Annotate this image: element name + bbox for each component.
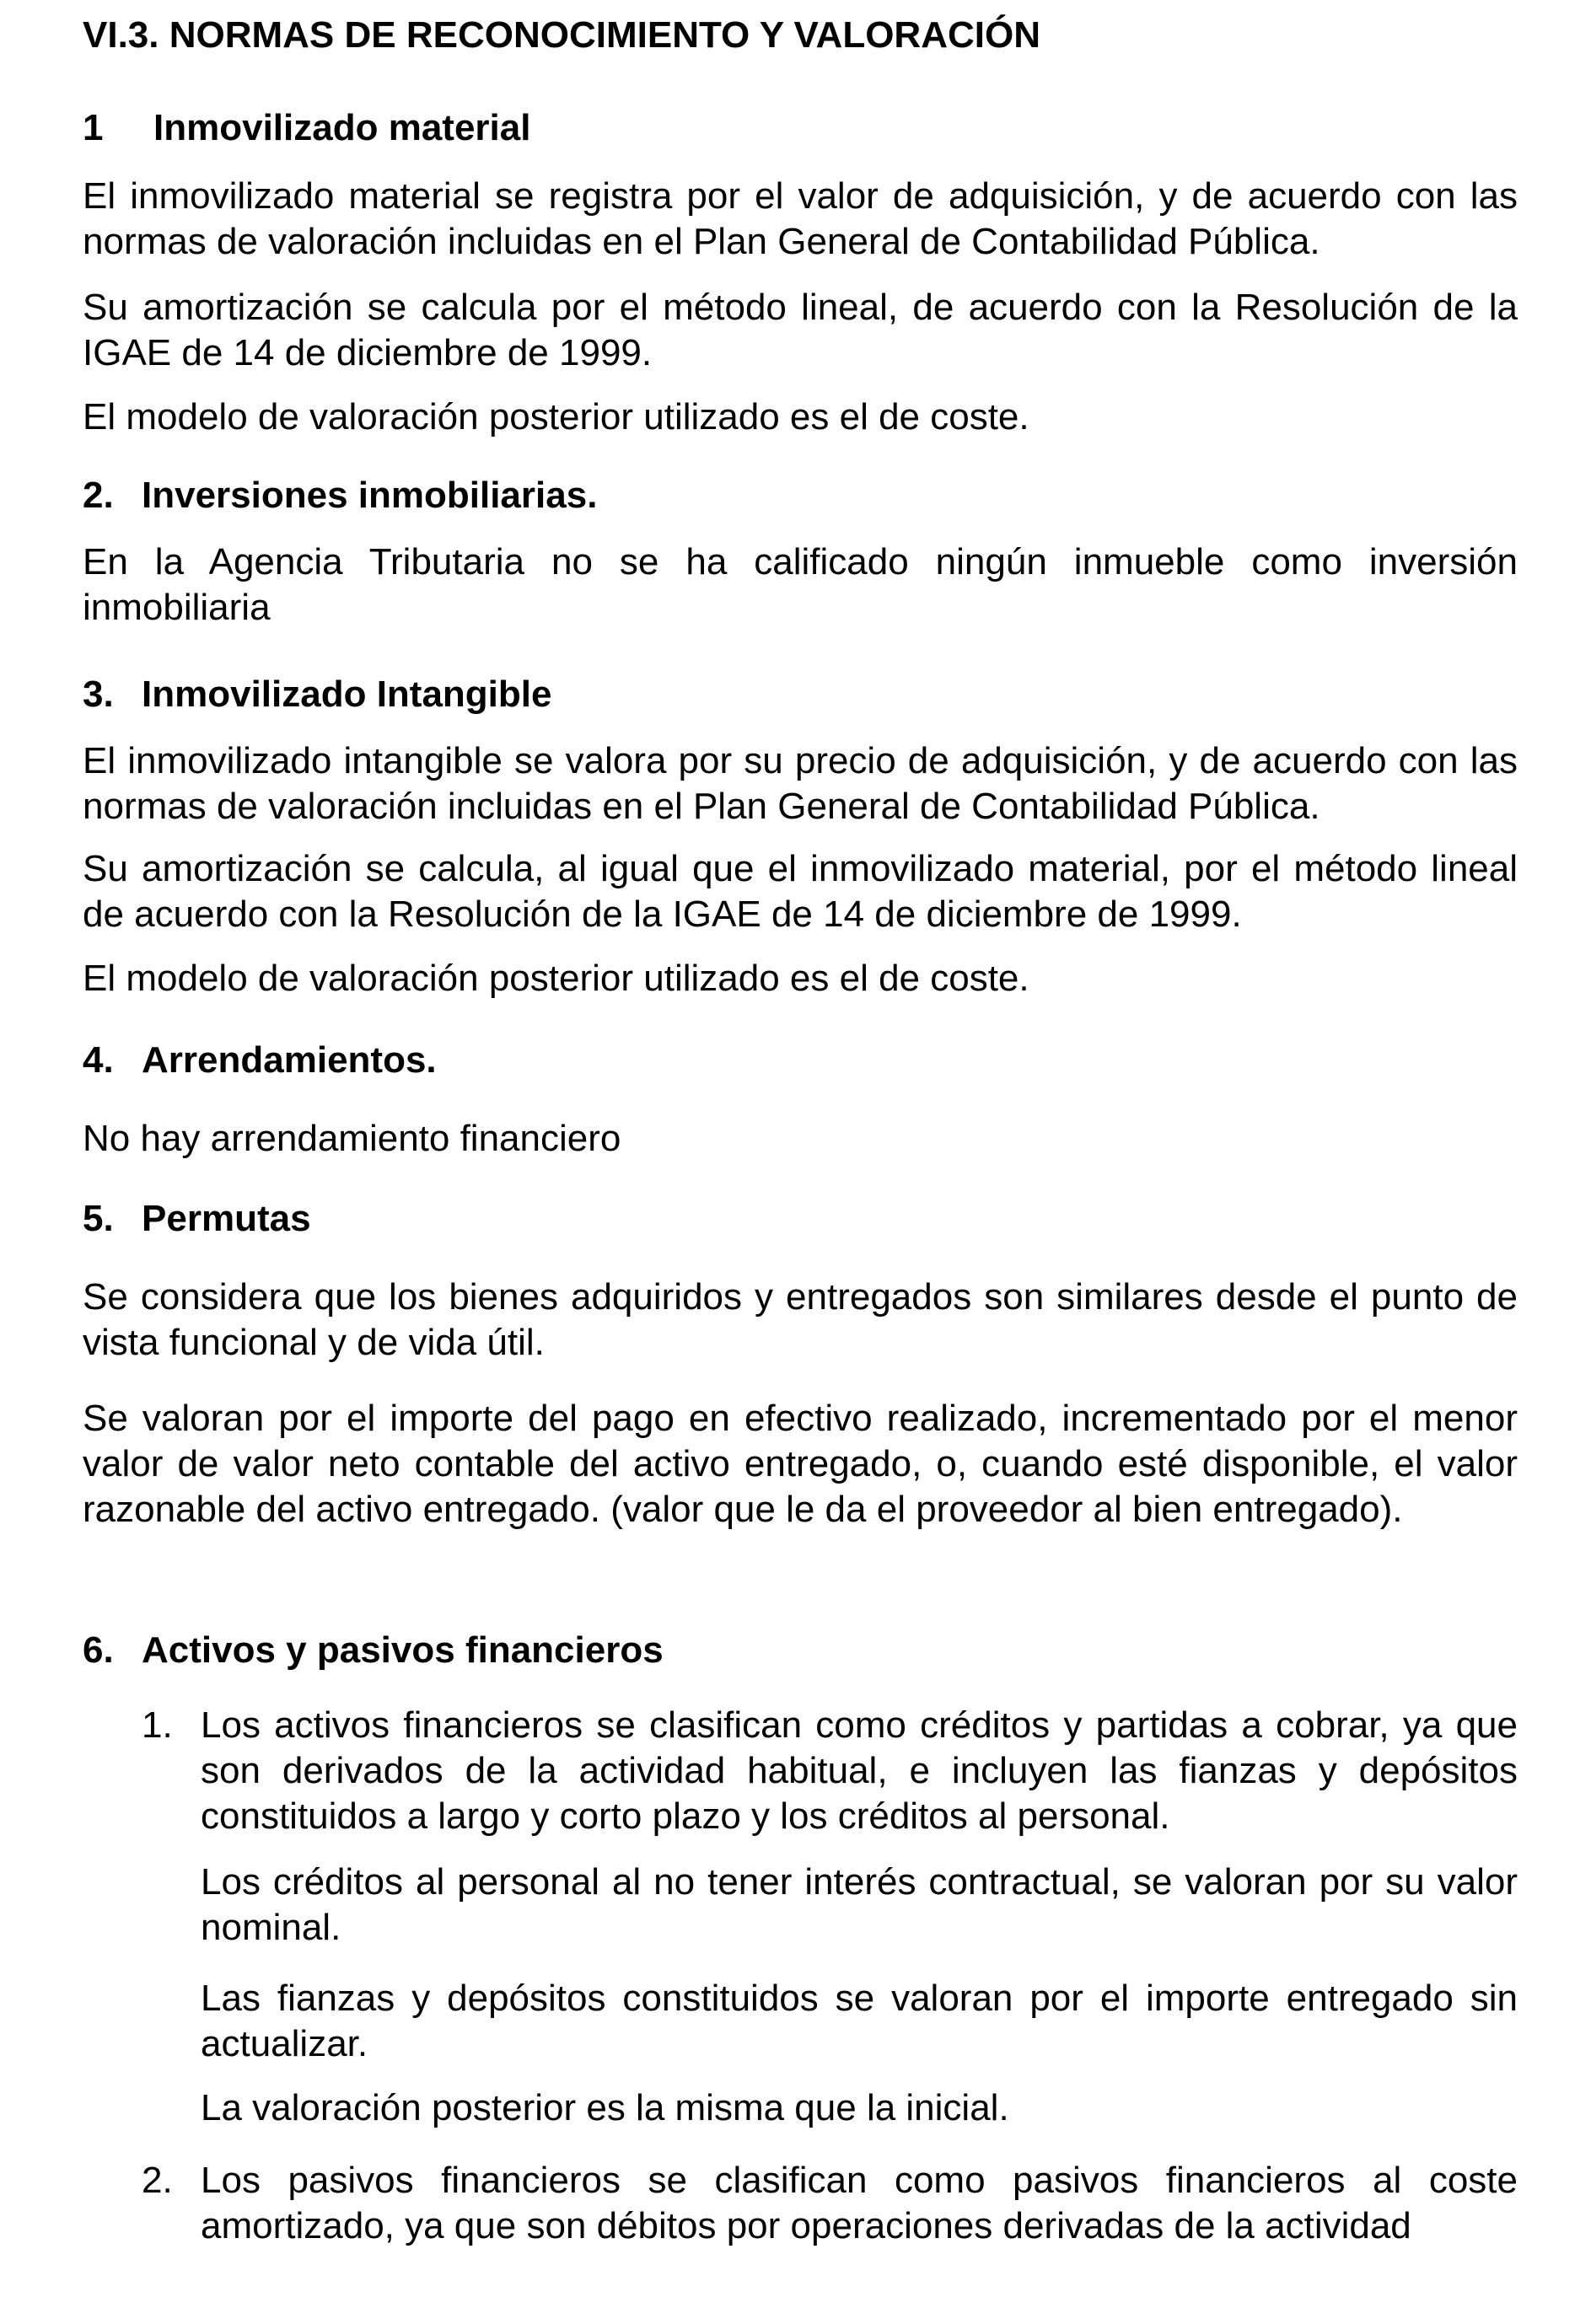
heading-number: 5. xyxy=(83,1198,114,1239)
list-item-text: Los activos financieros se clasifican como créditos y partidas a cobrar, ya que son derivados de la actividad habitual, e incluyen las fianzas y depósitos constituidos a largo y corto plazo y los créditos al personal. xyxy=(201,1704,1518,1837)
paragraph: En la Agencia Tributaria no se ha calificado ningún inmueble como inversión inmobiliaria xyxy=(83,541,1518,628)
heading-number: 3. xyxy=(83,674,114,715)
heading-text: Inmovilizado Intangible xyxy=(142,674,552,715)
paragraph: Las fianzas y depósitos constituidos se valoran por el importe entregado sin actualizar. xyxy=(201,1978,1518,2064)
paragraph: Su amortización se calcula por el método lineal, de acuerdo con la Resolución de la IGAE de 14 de diciembre de 1999. xyxy=(83,287,1518,373)
heading-number: 1 xyxy=(83,107,104,148)
heading-number: 2. xyxy=(83,475,114,516)
heading-text: Arrendamientos. xyxy=(142,1039,437,1081)
list-item xyxy=(142,1703,1518,1839)
list-item-text: Los pasivos financieros se clasifican como pasivos financieros al coste amortizado, ya que son débitos por operaciones derivadas de la actividad xyxy=(201,2160,1518,2246)
paragraph: Se considera que los bienes adquiridos y entregados son similares desde el punto de vista funcional y de vida útil. xyxy=(83,1276,1518,1363)
paragraph: El inmovilizado intangible se valora por su precio de adquisición, y de acuerdo con las normas de valoración incluidas en el Plan General de Contabilidad Pública. xyxy=(83,740,1518,827)
heading-text: Activos y pasivos financieros xyxy=(142,1629,664,1671)
heading-inmovilizado-intangible xyxy=(83,671,551,718)
paragraph: El modelo de valoración posterior utilizado es el de coste. xyxy=(83,396,1029,437)
list-item-number: 1. xyxy=(142,1704,173,1746)
paragraph: Su amortización se calcula, al igual que el inmovilizado material, por el método lineal de acuerdo con la Resolución de la IGAE de 14 de diciembre de 1999. xyxy=(83,848,1518,935)
heading-text: Inmovilizado material xyxy=(153,107,531,148)
paragraph: Se valoran por el importe del pago en efectivo realizado, incrementado por el menor valor de valor neto contable del activo entregado, o, cuando esté disponible, el valor razonable del activo entregado. (valor que le da el proveedor al bien entregado). xyxy=(83,1398,1518,1530)
list-item xyxy=(142,2158,1518,2249)
heading-arrendamientos xyxy=(83,1037,437,1084)
heading-inmovilizado-material xyxy=(83,105,530,152)
list-item-number: 2. xyxy=(142,2160,173,2201)
paragraph: El inmovilizado material se registra por el valor de adquisición, y de acuerdo con las normas de valoración incluidas en el Plan General de Contabilidad Pública. xyxy=(83,175,1518,262)
heading-number: 4. xyxy=(83,1039,114,1081)
paragraph: El modelo de valoración posterior utilizado es el de coste. xyxy=(83,958,1029,999)
heading-text: Inversiones inmobiliarias. xyxy=(142,475,598,516)
heading-text: Permutas xyxy=(142,1198,311,1239)
paragraph: La valoración posterior es la misma que la inicial. xyxy=(201,2087,1009,2128)
paragraph: No hay arrendamiento financiero xyxy=(83,1118,621,1159)
section-title: VI.3. NORMAS DE RECONOCIMIENTO Y VALORACIÓN xyxy=(83,14,1040,56)
heading-inversiones-inmobiliarias xyxy=(83,472,597,519)
paragraph: Los créditos al personal al no tener interés contractual, se valoran por su valor nominal. xyxy=(201,1861,1518,1948)
heading-number: 6. xyxy=(83,1629,114,1671)
heading-permutas xyxy=(83,1195,311,1243)
heading-activos-pasivos-financieros xyxy=(83,1627,664,1674)
